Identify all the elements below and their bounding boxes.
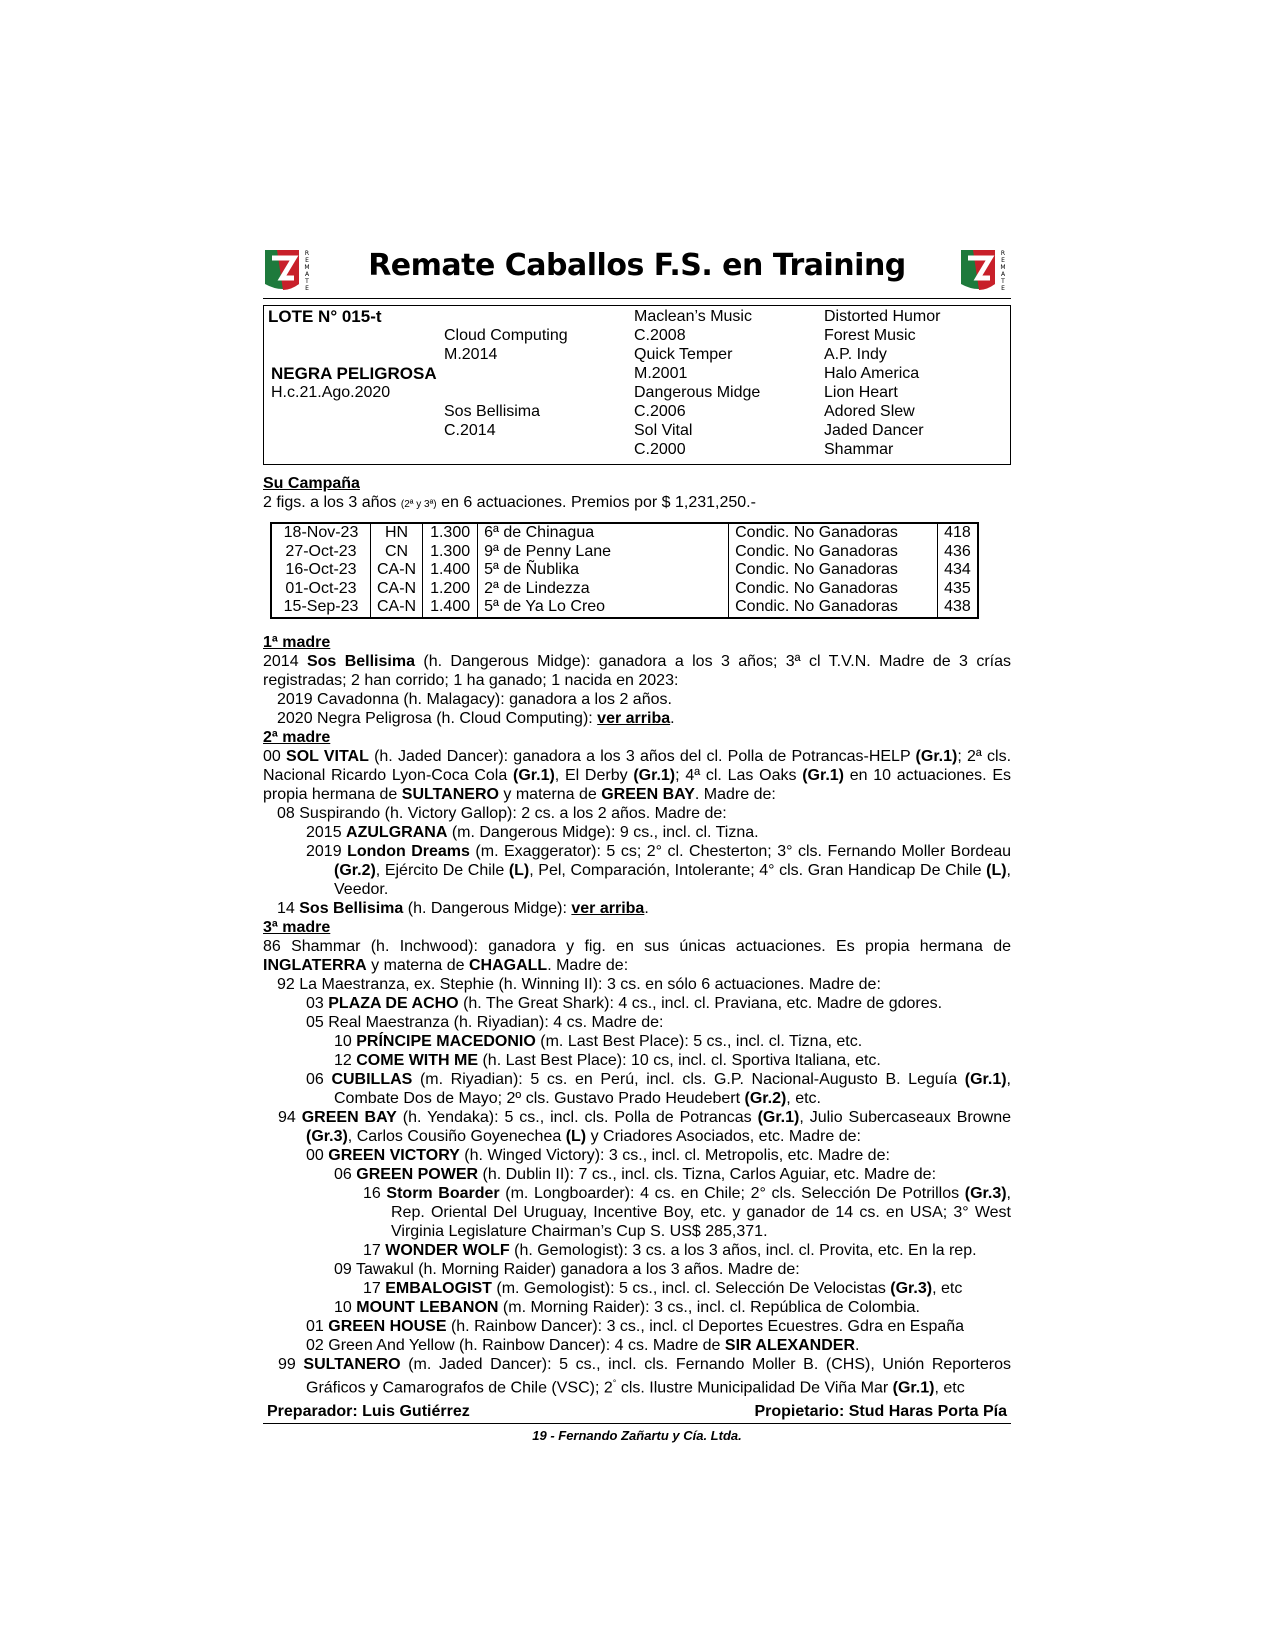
offspring-entry: 2019 London Dreams (m. Exaggerator): 5 cs; 2° cl. Chesterton; 3° cls. Fernando Moller Bordeau (Gr.2), Ejército De Chile (L), Pel, Comparación, Intolerante; 4° cls. Gran Handicap De Chile (L), Veedor. bbox=[306, 842, 1012, 898]
offspring-entry: 02 Green And Yellow (h. Rainbow Dancer): 4 cs. Madre de SIR ALEXANDER. bbox=[306, 1336, 860, 1354]
race-cell: Condic. No Ganadoras bbox=[729, 598, 938, 618]
sire-info: M.2014 bbox=[444, 346, 498, 363]
owner: Propietario: Stud Haras Porta Pía bbox=[754, 1402, 1007, 1420]
gen4-entry: Forest Music bbox=[824, 327, 916, 344]
gen3-entry: C.2008 bbox=[634, 327, 686, 344]
race-cell: 438 bbox=[938, 598, 978, 618]
svg-text:T: T bbox=[1001, 278, 1005, 285]
gen4-entry: A.P. Indy bbox=[824, 346, 887, 363]
race-cell: Condic. No Ganadoras bbox=[729, 523, 938, 543]
race-cell: CA-N bbox=[371, 561, 423, 580]
svg-text:M: M bbox=[1000, 264, 1006, 271]
catalog-page bbox=[263, 240, 1011, 1443]
race-cell: 5ª de Ñublika bbox=[478, 561, 729, 580]
summary-text: 2 figs. a los 3 años bbox=[263, 494, 397, 511]
page-header bbox=[263, 240, 1011, 299]
offspring-entry: 09 Tawakul (h. Morning Raider) ganadora a los 3 años. Madre de: bbox=[334, 1260, 800, 1278]
offspring-entry: 12 COME WITH ME (h. Last Best Place): 10 cs, incl. cl. Sportiva Italiana, etc. bbox=[334, 1051, 881, 1069]
svg-text:E: E bbox=[305, 285, 309, 292]
gen3-entry: Maclean’s Music bbox=[634, 308, 752, 325]
race-cell: 15-Sep-23 bbox=[283, 598, 359, 615]
race-cell: 9ª de Penny Lane bbox=[478, 543, 729, 562]
horse-info: H.c.21.Ago.2020 bbox=[271, 384, 391, 401]
race-cell: HN bbox=[371, 523, 423, 543]
ver-arriba-link: ver arriba bbox=[597, 709, 671, 727]
pedigree-box bbox=[263, 305, 1011, 465]
offspring-entry: 16 Storm Boarder (m. Longboarder): 4 cs. en Chile; 2° cls. Selección De Potrillos (Gr.3), Rep. Oriental Del Uruguay, Incentive Boy, etc. y ganador de 14 cs. en USA; 3° West Virginia Legislature Chairman’s Cup S. US$ 285,371. bbox=[363, 1184, 1011, 1240]
svg-text:E: E bbox=[1001, 257, 1005, 264]
svg-text:R: R bbox=[304, 250, 310, 257]
offspring-entry: 08 Suspirando (h. Victory Gallop): 2 cs. a los 2 años. Madre de: bbox=[277, 804, 727, 822]
race-cell: 2ª de Lindezza bbox=[478, 580, 729, 599]
sire-name: Cloud Computing bbox=[444, 327, 568, 344]
offspring-entry: 05 Real Maestranza (h. Riyadian): 4 cs. Madre de: bbox=[306, 1013, 664, 1031]
gen3-entry: Dangerous Midge bbox=[634, 384, 761, 401]
offspring-entry: 03 PLAZA DE ACHO (h. The Great Shark): 4 cs., incl. cl. Praviana, etc. Madre de gdores. bbox=[306, 994, 943, 1012]
race-cell: 16-Oct-23 bbox=[285, 561, 357, 578]
race-cell: 435 bbox=[938, 580, 978, 599]
offspring-entry: 94 GREEN BAY (h. Yendaka): 5 cs., incl. cls. Polla de Potrancas (Gr.1), Julio Subercaseaux Browne (Gr.3), Carlos Cousiño Goyenechea (L) y Criadores Asociados, etc. Madre de: bbox=[278, 1108, 1012, 1145]
gen4-entry: Shammar bbox=[824, 441, 894, 458]
offspring-entry: 06 CUBILLAS (m. Riyadian): 5 cs. en Perú, incl. cls. G.P. Nacional-Augusto B. Leguía (Gr.1), Combate Dos de Mayo; 2º cls. Gustavo Prado Heudebert (Gr.2), etc. bbox=[306, 1070, 1011, 1107]
race-cell: CN bbox=[371, 543, 423, 562]
offspring-entry: 2019 Cavadonna (h. Malagacy): ganadora a los 2 años. bbox=[277, 690, 672, 708]
madre1-heading: 1ª madre bbox=[263, 633, 331, 651]
race-cell: Condic. No Ganadoras bbox=[729, 543, 938, 562]
madre3-heading: 3ª madre bbox=[263, 918, 331, 936]
offspring-entry: 17 WONDER WOLF (h. Gemologist): 3 cs. a los 3 años, incl. cl. Provita, etc. En la rep. bbox=[363, 1241, 977, 1259]
race-row bbox=[271, 523, 978, 543]
race-cell: 1.400 bbox=[423, 561, 478, 580]
race-cell: Condic. No Ganadoras bbox=[729, 580, 938, 599]
offspring-entry: 00 GREEN VICTORY (h. Winged Victory): 3 cs., incl. cl. Metropolis, etc. Madre de: bbox=[306, 1146, 890, 1164]
summary-small: (2ª y 3ª) bbox=[400, 499, 437, 510]
offspring-entry: 2015 AZULGRANA (m. Dangerous Midge): 9 cs., incl. cl. Tizna. bbox=[306, 823, 759, 841]
race-cell: 5ª de Ya Lo Creo bbox=[478, 598, 729, 618]
offspring-entry: 2020 Negra Peligrosa (h. Cloud Computing): ver arriba. bbox=[277, 709, 675, 727]
dam-info: C.2014 bbox=[444, 422, 496, 439]
race-row bbox=[271, 598, 978, 618]
offspring-entry: 14 Sos Bellisima (h. Dangerous Midge): ver arriba. bbox=[277, 899, 649, 917]
summary-prize: en 6 actuaciones. Premios por $ 1,231,250.- bbox=[441, 494, 756, 511]
race-cell: 1.300 bbox=[423, 523, 478, 543]
gen3-entry: C.2000 bbox=[634, 441, 686, 458]
campaign-summary bbox=[263, 493, 1011, 514]
race-cell: 1.200 bbox=[423, 580, 478, 599]
gen3-entry: Sol Vital bbox=[634, 422, 693, 439]
trainer: Preparador: Luis Gutiérrez bbox=[267, 1402, 470, 1420]
race-cell: 418 bbox=[938, 523, 978, 543]
page-title: Remate Caballos F.S. en Training bbox=[368, 248, 906, 283]
svg-text:A: A bbox=[304, 271, 310, 278]
zanartu-logo-right bbox=[959, 244, 1011, 294]
svg-text:T: T bbox=[305, 278, 309, 285]
campaign-heading: Su Campaña bbox=[263, 475, 360, 492]
gen4-entry: Adored Slew bbox=[824, 403, 915, 420]
gen4-entry: Jaded Dancer bbox=[824, 422, 924, 439]
race-cell: CA-N bbox=[371, 580, 423, 599]
svg-text:A: A bbox=[1000, 271, 1006, 278]
race-table bbox=[270, 522, 979, 619]
race-cell: 1.400 bbox=[423, 598, 478, 618]
race-cell: 436 bbox=[938, 543, 978, 562]
race-row bbox=[271, 543, 978, 562]
madre1-entry: 2014 Sos Bellisima (h. Dangerous Midge): ganadora a los 3 años; 3ª cl T.V.N. Madre de 3 crías registradas; 2 han corrido; 1 ha ganado; 1 nacida en 2023: bbox=[263, 652, 1011, 689]
madre2-entry: 00 SOL VITAL (h. Jaded Dancer): ganadora a los 3 años del cl. Polla de Potrancas-HELP (Gr.1); 2ª cls. Nacional Ricardo Lyon-Coca Cola (Gr.1), El Derby (Gr.1); 4ª cl. Las Oaks (Gr.1) en 10 actuaciones. Es propia hermana de SULTANERO y materna de GREEN BAY. Madre de: bbox=[263, 747, 1012, 803]
svg-text:R: R bbox=[1000, 250, 1006, 257]
race-cell: 18-Nov-23 bbox=[283, 524, 359, 541]
madre2-heading: 2ª madre bbox=[263, 728, 331, 746]
offspring-entry: 17 EMBALOGIST (m. Gemologist): 5 cs., incl. cl. Selección De Velocistas (Gr.3), etc bbox=[363, 1279, 963, 1297]
offspring-entry: 10 PRÍNCIPE MACEDONIO (m. Last Best Place): 5 cs., incl. cl. Tizna, etc. bbox=[334, 1032, 863, 1050]
madre3-entry: 86 Shammar (h. Inchwood): ganadora y fig. en sus únicas actuaciones. Es propia hermana de INGLATERRA y materna de CHAGALL. Madre de: bbox=[263, 937, 1011, 974]
offspring-entry: 99 SULTANERO (m. Jaded Dancer): 5 cs., incl. cls. Fernando Moller B. (CHS), Unión Reporteros Gráficos y Camarografos de Chile (VSC); 2° cls. Ilustre Municipalidad De Viña Mar (Gr.1), etc bbox=[278, 1355, 1011, 1396]
dam-name: Sos Bellisima bbox=[444, 403, 541, 420]
race-row bbox=[271, 561, 978, 580]
gen4-entry: Halo America bbox=[824, 365, 920, 382]
race-cell: 27-Oct-23 bbox=[285, 542, 357, 560]
offspring-entry: 10 MOUNT LEBANON (m. Morning Raider): 3 cs., incl. cl. República de Colombia. bbox=[334, 1298, 920, 1316]
svg-text:E: E bbox=[1001, 285, 1005, 292]
lot-footer bbox=[263, 1401, 1011, 1424]
race-cell: 434 bbox=[938, 561, 978, 580]
gen3-entry: M.2001 bbox=[634, 365, 688, 382]
svg-text:E: E bbox=[305, 257, 309, 264]
ver-arriba-link: ver arriba bbox=[571, 899, 645, 917]
page-footer: 19 - Fernando Zañartu y Cía. Ltda. bbox=[532, 1427, 742, 1443]
horse-name: NEGRA PELIGROSA bbox=[271, 364, 437, 383]
gen3-entry: Quick Temper bbox=[634, 346, 733, 363]
offspring-entry: 92 La Maestranza, ex. Stephie (h. Winning II): 3 cs. en sólo 6 actuaciones. Madre de: bbox=[277, 975, 881, 993]
svg-text:M: M bbox=[304, 264, 310, 271]
offspring-entry: 06 GREEN POWER (h. Dublin II): 7 cs., incl. cls. Tizna, Carlos Aguiar, etc. Madre de: bbox=[334, 1165, 937, 1183]
race-cell: 1.300 bbox=[423, 543, 478, 562]
race-cell: CA-N bbox=[371, 598, 423, 618]
race-cell: 6ª de Chinagua bbox=[478, 523, 729, 543]
gen3-entry: C.2006 bbox=[634, 403, 686, 420]
pedigree-notes bbox=[263, 633, 1011, 1397]
gen4-entry: Distorted Humor bbox=[824, 308, 941, 325]
race-cell: 01-Oct-23 bbox=[285, 579, 357, 597]
gen4-entry: Lion Heart bbox=[824, 384, 898, 401]
race-row bbox=[271, 580, 978, 599]
offspring-entry: 01 GREEN HOUSE (h. Rainbow Dancer): 3 cs., incl. cl Deportes Ecuestres. Gdra en España bbox=[306, 1317, 965, 1335]
lote-number: LOTE N° 015-t bbox=[268, 307, 382, 326]
race-cell: Condic. No Ganadoras bbox=[729, 561, 938, 580]
